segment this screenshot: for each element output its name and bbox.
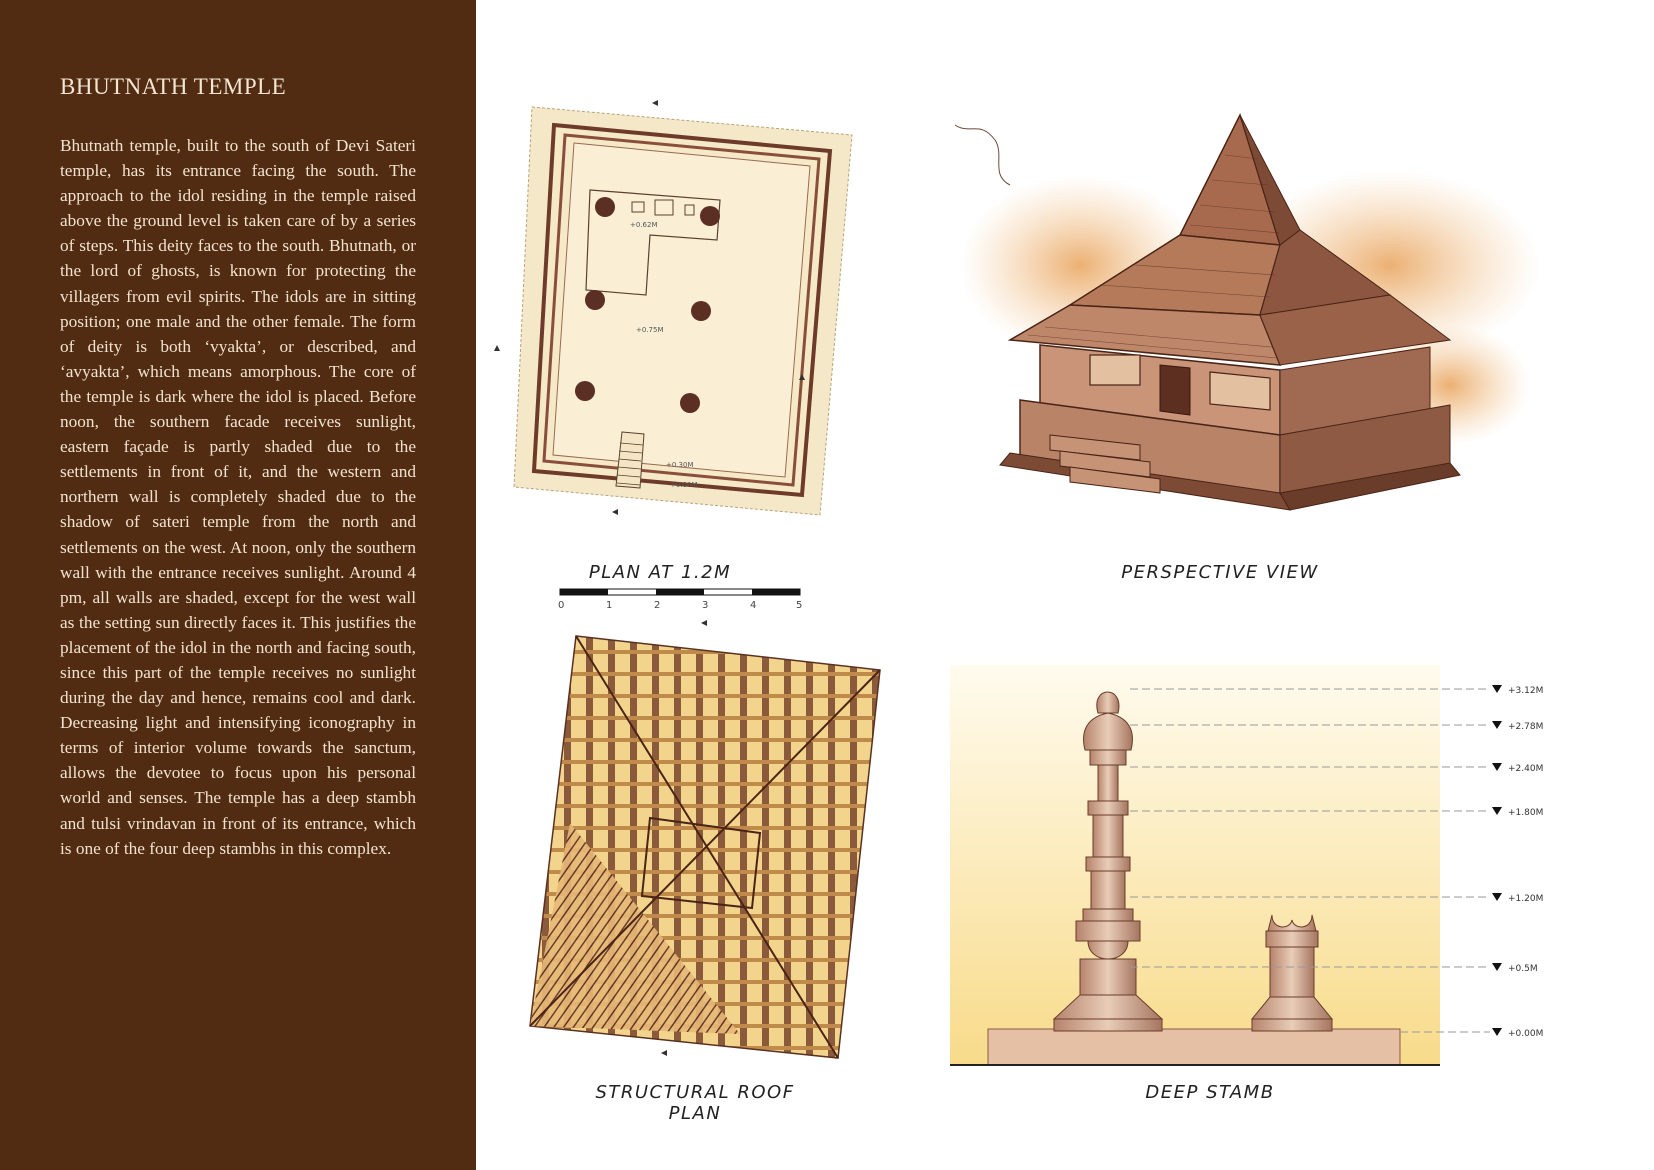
level-label: +1.20M	[1508, 894, 1544, 904]
section-arrow-icon	[661, 1050, 667, 1056]
level-marker-icon	[1492, 963, 1502, 971]
level-label: +0.00M	[1508, 1029, 1544, 1039]
level-label: +2.40M	[1508, 764, 1544, 774]
plan-caption: PLAN AT 1.2M	[588, 562, 732, 583]
deep-stamb-caption: DEEP STAMB	[1145, 1082, 1275, 1103]
level-label: +2.78M	[1508, 722, 1544, 732]
perspective-caption: PERSPECTIVE VIEW	[1121, 562, 1319, 583]
scale-tick-label: 0	[558, 600, 565, 611]
page-title: BHUTNATH TEMPLE	[60, 74, 287, 99]
scale-tick-label: 5	[796, 600, 803, 611]
level-marker-icon	[1492, 1028, 1502, 1036]
text-sidebar	[0, 0, 476, 1170]
level-label: +0.5M	[1508, 964, 1538, 974]
level-marker-icon	[1492, 685, 1502, 693]
level-marker-icon	[1492, 763, 1502, 771]
section-arrow-icon	[652, 100, 658, 106]
level-marker-icon	[1492, 721, 1502, 729]
roof-plan-drawing	[520, 628, 890, 1058]
scale-tick-label: 2	[654, 600, 661, 611]
ground-level-label: +0.00M	[670, 481, 698, 489]
level-label: +1.80M	[1508, 808, 1544, 818]
perspective-view-drawing	[950, 115, 1550, 545]
roof-plan-caption: STRUCTURAL ROOF PLAN	[595, 1082, 795, 1124]
floor-level-label: +0.75M	[636, 326, 664, 334]
step-level-label: +0.30M	[666, 461, 694, 469]
section-arrow-icon	[494, 345, 500, 351]
scale-tick-label: 4	[750, 600, 757, 611]
level-marker-icon	[1492, 807, 1502, 815]
raised-level-label: +0.62M	[630, 221, 658, 229]
scale-tick-label: 3	[702, 600, 709, 611]
section-arrow-icon	[612, 509, 618, 515]
plan-drawing	[510, 95, 860, 545]
scale-tick-label: 1	[606, 600, 613, 611]
section-arrow-icon	[701, 620, 707, 626]
level-marker-icon	[1492, 893, 1502, 901]
scale-bar	[560, 586, 810, 616]
deep-stamb-drawing	[950, 665, 1550, 1080]
level-label: +3.12M	[1508, 686, 1544, 696]
description-paragraph: Bhutnath temple, built to the south of Devi Sateri temple, has its entrance facing the south. The approach to the idol residing in the temple raised above the ground level is taken care of by a series of steps. This deity faces to the south. Bhutnath, or the lord of ghosts, is known for protecting the villagers from evil spirits. The idols are in sitting position; one male and the other female. The form of deity is both ‘vyakta’, or described, and ‘avyakta’, which means amorphous. The core of the temple is dark where the idol is placed. Before noon, the southern facade receives sunlight, eastern façade is partly shaded due to the settlements in front of it, and the western and northern wall is completely shaded due to the shadow of sateri temple from the north and settlements on the west. At noon, only the southern wall with the entrance receives sunlight. Around 4 pm, all walls are shaded, except for the west wall as the setting sun directly faces it. This justifies the placement of the idol in the north and facing south, since this part of the temple receives no sunlight during the day and hence, remains cool and dark. Decreasing light and intensifying iconography in terms of interior volume towards the sanctum, allows the devotee to focus upon his personal world and senses. The temple has a deep stambh and tulsi vrindavan in front of its entrance, which is one of the four deep stambhs in this complex.	[60, 136, 416, 858]
